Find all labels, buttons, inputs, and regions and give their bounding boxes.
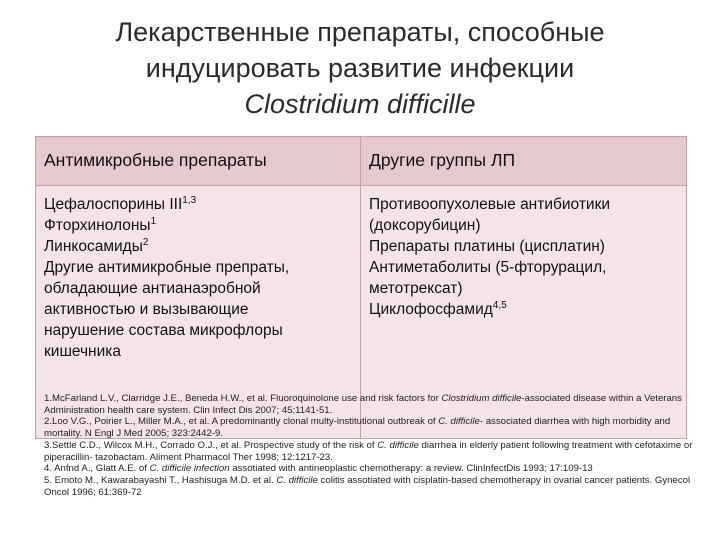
list-item: Антиметаболиты (5-фторурацил, <box>369 259 607 276</box>
slide-title <box>60 14 660 122</box>
header-antimicrobial: Антимикробные препараты <box>36 137 361 186</box>
list-item: Препараты платины (цисплатин) <box>369 238 605 255</box>
list-item: Фторхинолоны$^1$ <box>44 215 157 234</box>
list-item: нарушение состава микрофлоры <box>44 322 283 339</box>
title-line-3: Clostridium difficille <box>244 89 476 119</box>
reference-2: 2.Loo V.G., Poirier L., Miller M.A., et al. A predominantly clonal multy-institutional outbreak of C. difficile- associated diarrhea with high morbidity and mortality. N Engl J Med 2005; 323:2442-9. <box>44 416 671 440</box>
list-item: активностью и вызывающие <box>44 301 249 318</box>
list-item: обладающие антианаэробной <box>44 280 261 297</box>
reference-4: 4. Anfnd A., Glatt A.E. of C. difficile infection assotiated with antineoplastic chemotherapy: a review. ClinInfectDis 1993; 17:109-13 <box>44 463 593 475</box>
list-item: Противоопухолевые антибиотики <box>369 196 611 213</box>
reference-1: 1.McFarland L.V., Clarridge J.E., Beneda H.W., et al. Fluoroquinolone use and risk factors for Clostridium difficile-associated disease within a Veterans Administration health care system. Clin Infect Dis 2007; 45:1141-51. <box>44 393 682 416</box>
references <box>44 393 694 498</box>
title-line-1: Лекарственные препараты, способные <box>115 17 605 47</box>
list-item: Циклофосфамид$^{4,5}$ <box>369 299 507 318</box>
title-line-2: индуцировать развитие инфекции <box>145 53 575 83</box>
list-item: Цефалоспорины III$^{1,3}$ <box>44 194 197 213</box>
list-item: кишечника <box>44 343 122 360</box>
header-other-groups: Другие группы ЛП <box>361 137 687 186</box>
table-header-row <box>36 137 687 186</box>
reference-3: 3.Settle C.D., Wilcox M.H., Corrado O.J., et al. Prospective study of the risk of C. difficile diarrhea in elderly patient following treatment with cefotaxime or piperacillin- tazobactam. Aliment Pharmacol Ther 1998; 12:1217-23. <box>44 439 693 463</box>
list-item: Другие антимикробные препраты, <box>44 259 290 276</box>
list-item: Линкосамиды$^2$ <box>44 236 149 255</box>
reference-5: 5. Emoto M., Kawarabayashi T., Hashisuga M.D. et al. C. difficile colitis assotiated with cisplatin-based chemotherapy in ovarial cancer patients. Gynecol Oncol 1996; 61:369-72 <box>44 474 691 498</box>
list-item: метотрексат) <box>369 280 463 297</box>
list-item: (доксорубицин) <box>369 217 481 234</box>
